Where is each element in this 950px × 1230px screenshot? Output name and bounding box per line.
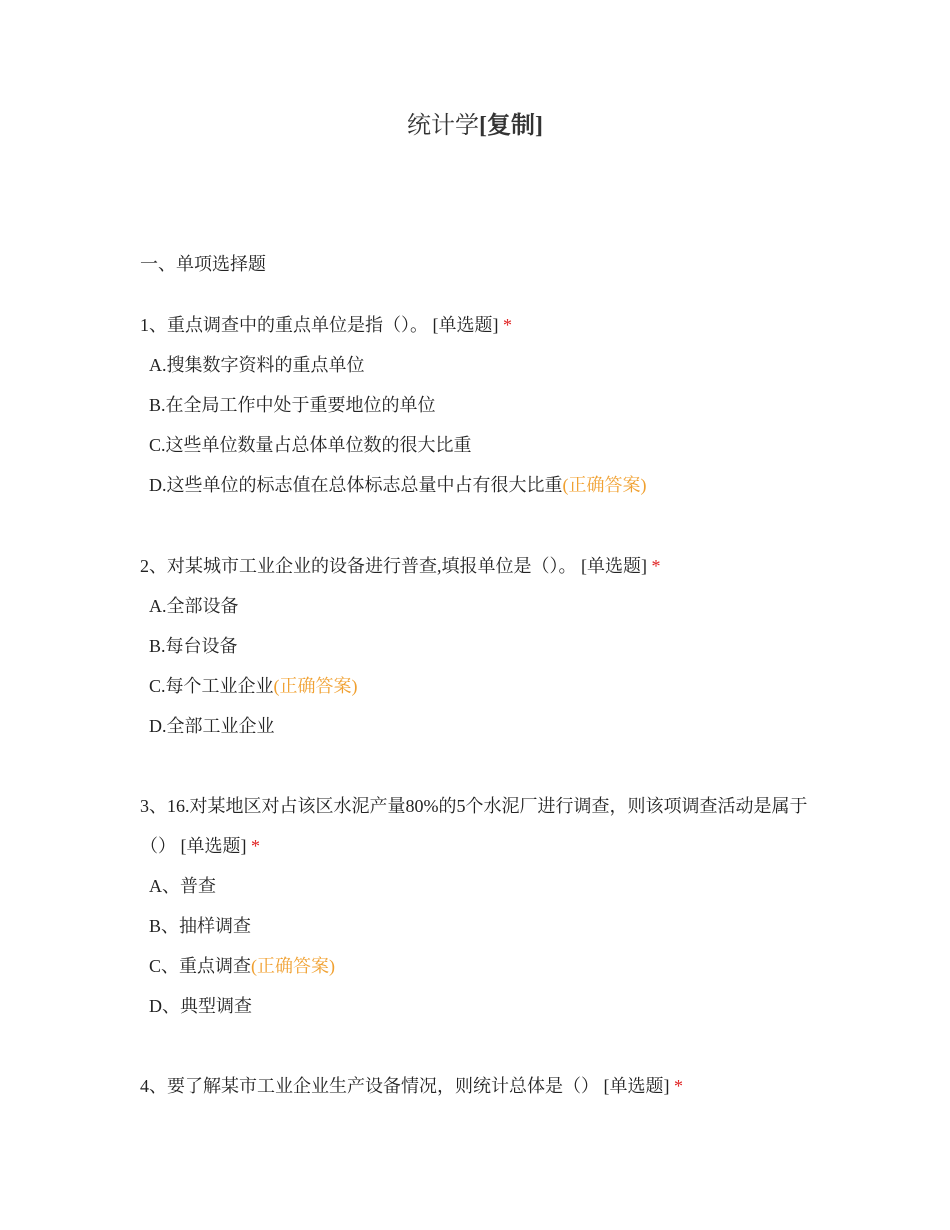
option-b[interactable] xyxy=(149,393,820,417)
option-b[interactable] xyxy=(149,914,820,938)
required-marker: * xyxy=(503,315,512,335)
option-c[interactable] xyxy=(149,674,820,698)
option-list xyxy=(149,594,820,738)
option-d[interactable] xyxy=(149,473,820,497)
option-a[interactable] xyxy=(149,353,820,377)
question-type-tag: [单选题] xyxy=(581,556,647,576)
option-label: D.这些单位的标志值在总体标志总量中占有很大比重 xyxy=(149,475,563,495)
question-stem: 1、重点调查中的重点单位是指（）。 xyxy=(140,315,428,335)
option-label: D.全部工业企业 xyxy=(149,716,275,736)
correct-answer-marker: (正确答案) xyxy=(273,676,358,696)
option-label: A.搜集数字资料的重点单位 xyxy=(149,355,365,375)
question-type-tag: [单选题] xyxy=(180,836,247,856)
option-label: C.这些单位数量占总体单位数的很大比重 xyxy=(149,435,472,455)
required-marker: * xyxy=(674,1076,683,1096)
question-type-tag: [单选题] xyxy=(432,315,499,335)
question-1 xyxy=(140,305,820,513)
page-title xyxy=(0,108,950,144)
option-d[interactable] xyxy=(149,994,820,1018)
question-text xyxy=(140,305,820,345)
question-text xyxy=(140,786,820,866)
option-list xyxy=(149,874,820,1018)
question-stem: 3、16.对某地区对占该区水泥产量80%的5个水泥厂进行调查，则该项调查活动是属于（） xyxy=(140,796,808,856)
question-3 xyxy=(140,786,820,1034)
option-label: B.在全局工作中处于重要地位的单位 xyxy=(149,395,436,415)
correct-answer-marker: (正确答案) xyxy=(562,475,647,495)
option-label: B.每台设备 xyxy=(149,636,238,656)
option-b[interactable] xyxy=(149,634,820,658)
correct-answer-marker: (正确答案) xyxy=(251,956,336,976)
required-marker: * xyxy=(251,836,260,856)
question-text xyxy=(140,1066,820,1106)
option-a[interactable] xyxy=(149,874,820,898)
option-a[interactable] xyxy=(149,594,820,618)
option-label: C.每个工业企业 xyxy=(149,676,274,696)
question-text xyxy=(140,546,820,586)
question-stem: 4、要了解某市工业企业生产设备情况，则统计总体是（） xyxy=(140,1076,599,1096)
option-d[interactable] xyxy=(149,714,820,738)
option-label: B、抽样调查 xyxy=(149,916,252,936)
option-list xyxy=(149,353,820,497)
question-stem: 2、对某城市工业企业的设备进行普查,填报单位是（）。 xyxy=(140,556,577,576)
title-copy-tag: [复制] xyxy=(479,113,543,139)
required-marker: * xyxy=(651,556,661,576)
option-label: C、重点调查 xyxy=(149,956,252,976)
section-heading: 一、单项选择题 xyxy=(140,254,266,274)
question-4 xyxy=(140,1066,820,1106)
option-label: A、普查 xyxy=(149,876,216,896)
title-main: 统计学 xyxy=(407,113,479,139)
option-label: A.全部设备 xyxy=(149,596,239,616)
question-type-tag: [单选题] xyxy=(603,1076,670,1096)
option-label: D、典型调查 xyxy=(149,996,252,1016)
option-c[interactable] xyxy=(149,433,820,457)
question-2 xyxy=(140,546,820,754)
option-c[interactable] xyxy=(149,954,820,978)
